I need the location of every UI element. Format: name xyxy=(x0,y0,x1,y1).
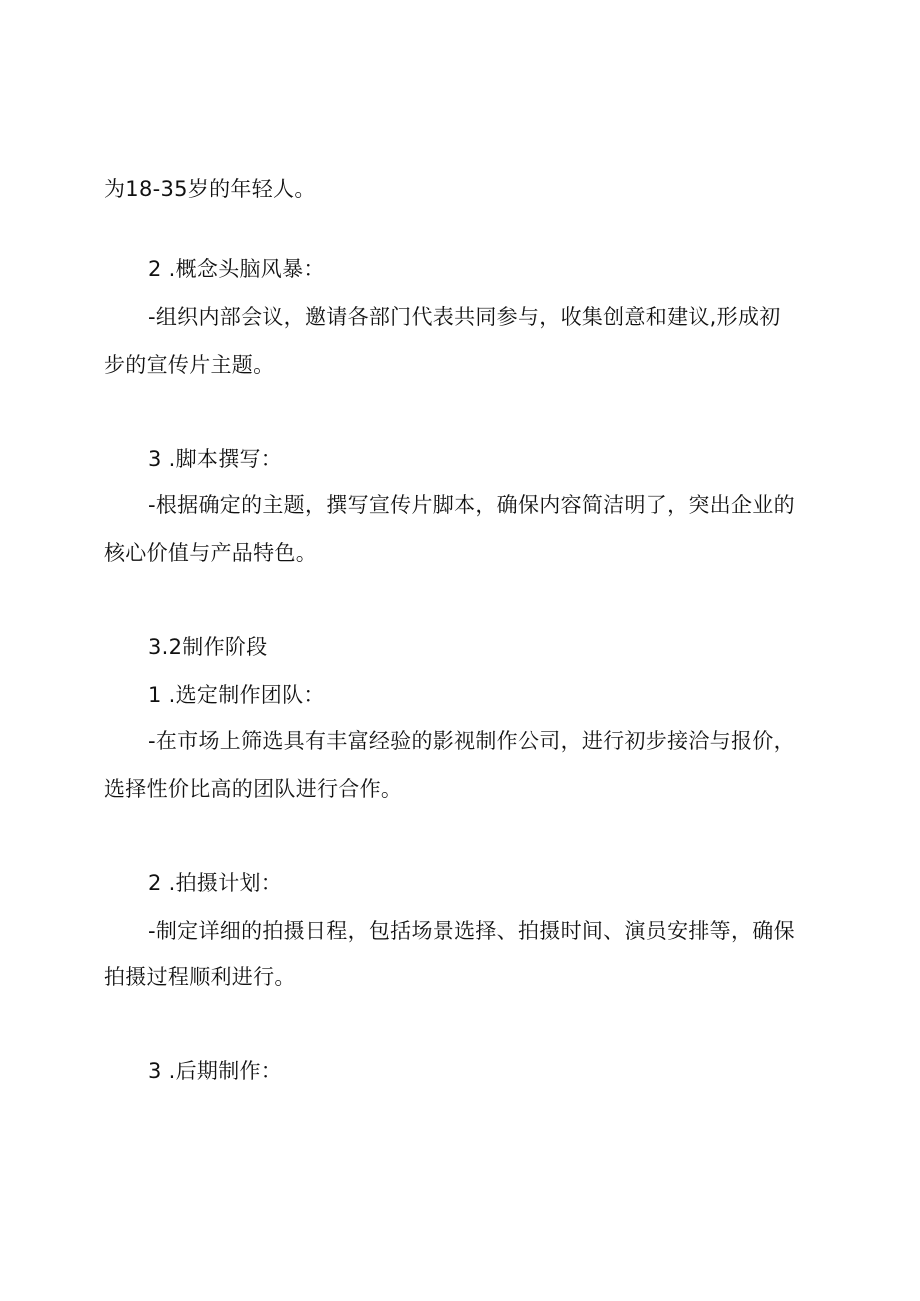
list-item: -组织内部会议，邀请各部门代表共同参与，收集创意和建议,形成初 xyxy=(148,305,781,329)
list-heading: 3 .脚本撰写： xyxy=(148,447,283,471)
list-item: -根据确定的主题，撰写宣传片脚本，确保内容简洁明了，突出企业的 xyxy=(148,493,795,517)
text-line: 为18-35岁的年轻人。 xyxy=(104,177,316,201)
list-item: -在市场上筛选具有丰富经验的影视制作公司，进行初步接洽与报价， xyxy=(148,729,795,753)
section-heading: 3.2制作阶段 xyxy=(148,635,268,659)
list-heading: 2 .概念头脑风暴： xyxy=(148,257,325,281)
text-line: 选择性价比高的团队进行合作。 xyxy=(104,777,403,801)
text-line: 核心价值与产品特色。 xyxy=(104,541,317,565)
text-line: 拍摄过程顺利进行。 xyxy=(104,965,296,989)
list-heading: 3 .后期制作： xyxy=(148,1059,283,1083)
list-heading: 2 .拍摄计划： xyxy=(148,871,283,895)
list-heading: 1 .选定制作团队： xyxy=(148,683,325,707)
text-line: 步的宣传片主题。 xyxy=(104,353,275,377)
list-item: -制定详细的拍摄日程，包括场景选择、拍摄时间、演员安排等，确保 xyxy=(148,919,795,943)
